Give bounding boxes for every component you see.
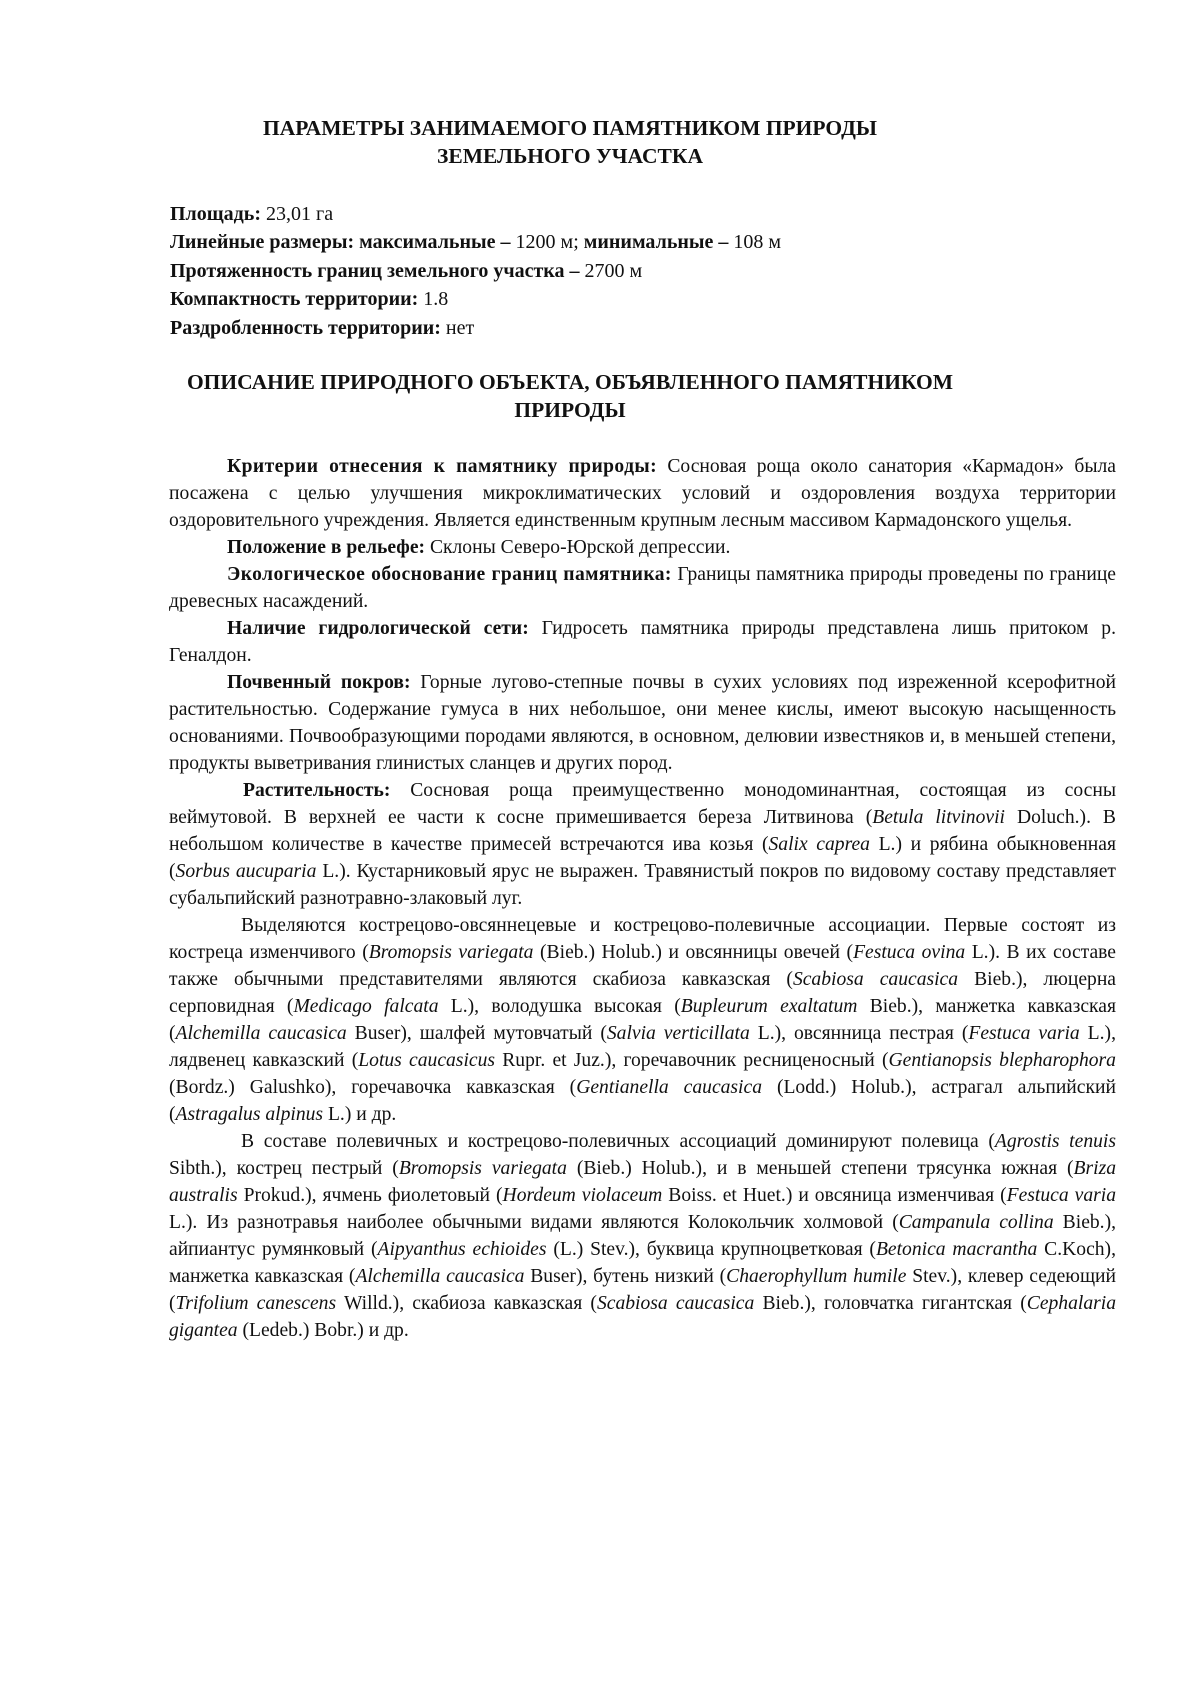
param-dimensions [170,228,781,256]
species-name: Betula litvinovii [872,807,1005,828]
paragraph-text: Гидросеть памятника природы представлена лишь притоком р. Генaлдон. [169,618,1116,666]
text-run: (Lodd.) Holub.), астрагал альпийский ( [169,1077,1116,1125]
text-run: (Bieb.) Holub.) и овсянницы овечей ( [533,942,854,963]
paragraph-relief [169,534,1116,561]
paragraph-label: Растительность: [243,780,391,801]
text-run: L.), овсянница пестрая ( [749,1023,969,1044]
text-run: L.). Кустарниковый ярус не выражен. Травянистый покров по видовому составу представляет субальпийский разнотравно-злаковый луг. [169,861,1116,909]
param-border-length [170,257,781,285]
text-run: Doluch.). В небольшом количестве в качестве примесей встречаются ива козья ( [169,807,1116,855]
species-name: Festuca varia [968,1023,1080,1044]
param-value: 1.8 [418,288,449,311]
param-area [170,200,781,228]
text-run: (Bordz.) Galushko), горечавочка кавказская ( [169,1077,577,1098]
paragraph-text: Границы памятника природы проведены по границе древесных насаждений. [169,564,1117,612]
species-name: Gentianella caucasica [576,1077,762,1098]
param-value: нет [440,316,475,339]
param-value: 2700 м [579,259,643,282]
description-body [169,453,1116,1344]
text-run: Сосновая роща преимущественно монодоминантная, состоящая из сосны веймутовой. В верхней ее части к сосне примешивается береза Литвинова ( [169,780,1116,828]
text-run: Bieb.), люцерна серповидная ( [169,969,1116,1017]
param-fragmentation [170,314,781,342]
species-name: Betonica macrantha [875,1239,1038,1260]
species-name: Scabiosa caucasica [792,969,959,990]
species-name: Agrostis tenuis [994,1131,1116,1152]
paragraph-associations-1 [169,912,1116,1128]
paragraph-criteria [169,453,1116,534]
text-run: L.). В их составе также обычными представителями являются скабиоза кавказская ( [169,942,1117,990]
text-run: Sibth.), кострец пестрый ( [169,1158,399,1179]
species-name: Astragalus alpinus [175,1104,324,1125]
text-run: L.) и др. [323,1104,397,1125]
paragraph-text: Склоны Северо-Юрской депрессии. [425,537,731,558]
text-run: Prokud.), ячмень фиолетовый ( [237,1185,503,1206]
param-label: Линейные размеры: максимальные – [170,231,511,254]
species-name: Lotus caucasicus [358,1050,495,1071]
species-name: Alchemilla caucasica [355,1266,525,1287]
paragraph-hydrology [169,615,1116,669]
species-name: Trifolium canescens [175,1293,337,1314]
text-run: Bieb.), айпиантус румянковый ( [169,1212,1117,1260]
species-name: Bromopsis variegata [398,1158,567,1179]
param-value: 1200 м; [510,231,584,254]
text-run: L.). Из разнотравья наиболее обычными видами являются Колокольчик холмовой ( [169,1212,899,1233]
species-name: Sorbus aucuparia [175,861,317,882]
text-run: Boiss. et Huet.) и овсяница изменчивая ( [662,1185,1007,1206]
species-name: Chaerophyllum humile [726,1266,907,1287]
text-run: Stev.), клевер седеющий ( [169,1266,1117,1314]
text-run: В составе полевичных и кострецово-полевичных ассоциаций доминируют полевица ( [241,1131,995,1152]
text-run: Bieb.), головчатка гигантская ( [754,1293,1027,1314]
text-run: C.Koch), манжетка кавказская ( [169,1239,1116,1287]
species-name: Salvia verticillata [606,1023,750,1044]
paragraph-vegetation [169,777,1116,912]
species-name: Cephalaria gigantea [169,1293,1117,1341]
text-run: Buser), шалфей мутовчатый ( [346,1023,607,1044]
species-name: Campanula collina [898,1212,1054,1233]
species-name: Festuca ovina [853,942,966,963]
paragraph-text: Сосновая роща около санатория «Кармадон» была посажена с целью улучшения микроклиматических условий и оздоровления воздуха территории оздоровительного учреждения. Является единственным крупным лесным массивом Кармадонского ущелья. [169,456,1116,531]
section-title-line: ПРИРОДЫ [514,398,626,422]
param-label: минимальные – [583,231,729,254]
param-value: 108 м [728,231,782,254]
species-name: Briza australis [169,1158,1117,1206]
species-name: Festuca varia [1006,1185,1116,1206]
text-run: (Ledeb.) Bobr.) и др. [237,1320,409,1341]
text-run: Выделяются кострецово-овсяннецевые и кострецово-полевичные ассоциации. Первые состоят из костреца изменчивого ( [169,915,1116,963]
paragraph-label: Экологическое обоснование границ памятника: [227,564,672,585]
section-title-description [140,368,1000,424]
paragraph-soil [169,669,1116,777]
section-title-parameters [140,114,1000,170]
species-name: Bromopsis variegata [368,942,534,963]
species-name: Hordeum violaceum [502,1185,663,1206]
param-value: 23,01 га [261,203,334,225]
text-run: Bieb.), манжетка кавказская ( [169,996,1116,1044]
section-title-line: ОПИСАНИЕ ПРИРОДНОГО ОБЪЕКТА, ОБЪЯВЛЕННОГО ПАМЯТНИКОМ [186,370,954,394]
paragraph-label: Критерии отнесения к памятнику природы: [227,456,658,477]
text-run: Buser), бутень низкий ( [524,1266,727,1287]
text-run: L.), лядвенец кавказский ( [169,1023,1116,1071]
species-name: Medicago falcata [293,996,439,1017]
paragraph-text: Горные лугово-степные почвы в сухих условиях под изреженной ксерофитной растительностью. Содержание гумуса в них небольшое, они менее кислы, имеют высокую насыщенность основаниями. Почвообразующими породами являются, в основном, делювии известняков и, в меньшей степени, продукты выветривания глинистых сланцев и других пород. [169,672,1116,774]
parameters-list [170,200,781,342]
species-name: Scabiosa caucasica [596,1293,755,1314]
section-title-line: ЗЕМЕЛЬНОГО УЧАСТКА [437,144,703,168]
paragraph-associations-2 [169,1128,1116,1344]
paragraph-label: Положение в рельефе: [227,537,426,558]
species-name: Salix caprea [768,834,870,855]
param-label: Протяженность границ земельного участка – [170,259,580,282]
text-run: Willd.), скабиоза кавказская ( [336,1293,597,1314]
text-run: (L.) Stev.), буквица крупноцветковая ( [546,1239,876,1260]
paragraph-label: Почвенный покров: [227,672,411,693]
text-run: L.) и рябина обыкновенная ( [169,834,1116,882]
text-run: (Bieb.) Holub.), и в меньшей степени трясунка южная ( [566,1158,1074,1179]
species-name: Gentianopsis blepharophora [888,1050,1116,1071]
param-label: Площадь: [170,203,262,225]
paragraph-ecology [169,561,1116,615]
species-name: Bupleurum exaltatum [680,996,858,1017]
param-label: Компактность территории: [170,288,419,311]
section-title-line: ПАРАМЕТРЫ ЗАНИМАЕМОГО ПАМЯТНИКОМ ПРИРОДЫ [263,116,877,140]
species-name: Aipyanthus echioides [377,1239,547,1260]
param-label: Раздробленность территории: [170,316,441,339]
text-run: L.), володушка высокая ( [438,996,681,1017]
param-compactness [170,285,781,313]
species-name: Alchemilla caucasica [175,1023,347,1044]
text-run: Rupr. et Juz.), горечавочник ресниценосный ( [495,1050,889,1071]
paragraph-label: Наличие гидрологической сети: [227,618,529,639]
